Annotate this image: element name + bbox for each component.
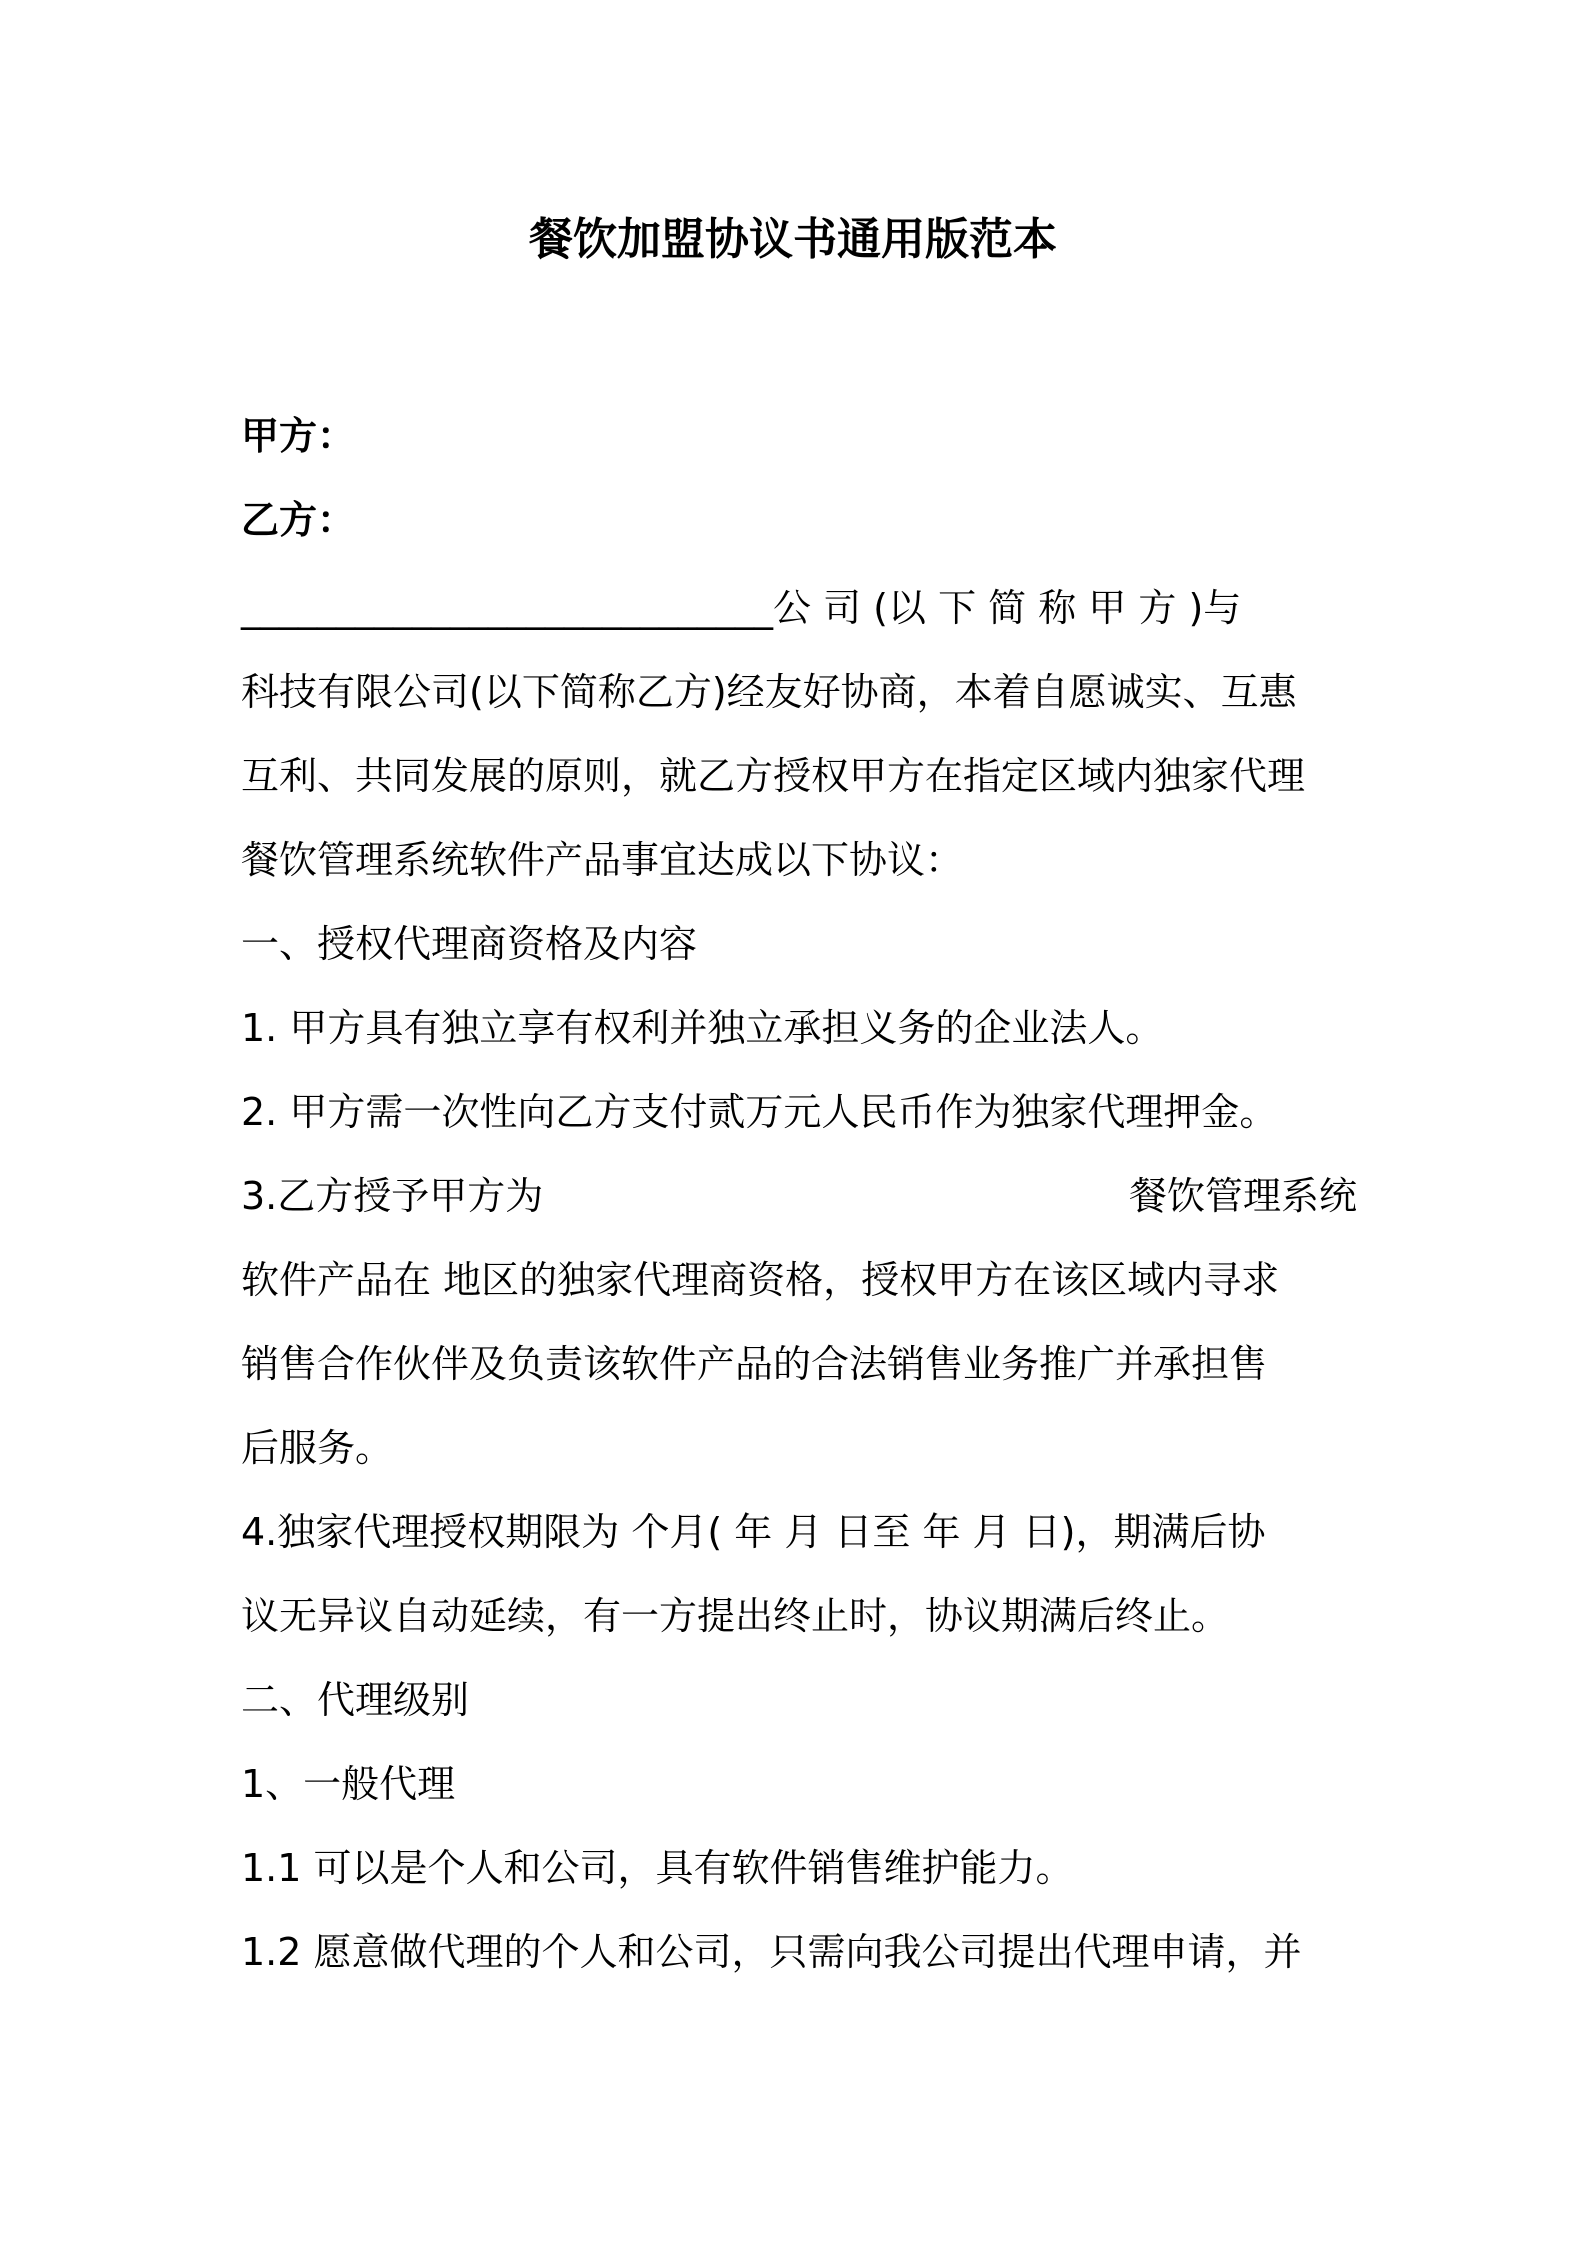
paragraph-line-3: 互利、共同发展的原则，就乙方授权甲方在指定区域内独家代理 (241, 754, 1306, 798)
clause-1-3-start: 3.乙方授予甲方为 (241, 1174, 544, 1218)
clause-1-3-line-3: 销售合作伙伴及负责该软件产品的合法销售业务推广并承担售 (241, 1342, 1268, 1386)
section-heading-2: 二、代理级别 (241, 1678, 470, 1722)
party-a-label: 甲方： (241, 414, 356, 458)
section-heading-1: 一、授权代理商资格及内容 (241, 922, 698, 966)
clause-1-1: 1. 甲方具有独立享有权利并独立承担义务的企业法人。 (241, 1006, 1164, 1050)
clause-1-2: 2. 甲方需一次性向乙方支付贰万元人民币作为独家代理押金。 (241, 1090, 1278, 1134)
party-b-label: 乙方： (241, 498, 356, 542)
subsection-heading-1: 1、一般代理 (241, 1762, 456, 1806)
document-title: 餐饮加盟协议书通用版范本 (529, 214, 1057, 265)
paragraph-line-4: 餐饮管理系统软件产品事宜达成以下协议： (241, 838, 964, 882)
clause-1-3-line-1 (241, 1168, 1357, 1224)
clause-1-3-line-2: 软件产品在 地区的独家代理商资格，授权甲方在该区域内寻求 (241, 1258, 1280, 1302)
clause-2-1-2: 1.2 愿意做代理的个人和公司，只需向我公司提出代理申请，并 (241, 1930, 1302, 1974)
clause-1-3-line-4: 后服务。 (241, 1426, 394, 1470)
paragraph-line-2: 科技有限公司(以下简称乙方)经友好协商，本着自愿诚实、互惠 (241, 670, 1297, 714)
clause-2-1-1: 1.1 可以是个人和公司，具有软件销售维护能力。 (241, 1846, 1074, 1890)
paragraph-line-1: ____________________________公 司 (以 下 简 称 甲 方 )与 (241, 586, 1242, 630)
clause-1-3-product: 餐饮管理系统 (1128, 1174, 1357, 1218)
clause-1-4-line-2: 议无异议自动延续，有一方提出终止时，协议期满后终止。 (241, 1594, 1230, 1638)
clause-1-4-line-1: 4.独家代理授权期限为 个月( 年 月 日至 年 月 日)，期满后协 (241, 1510, 1266, 1554)
